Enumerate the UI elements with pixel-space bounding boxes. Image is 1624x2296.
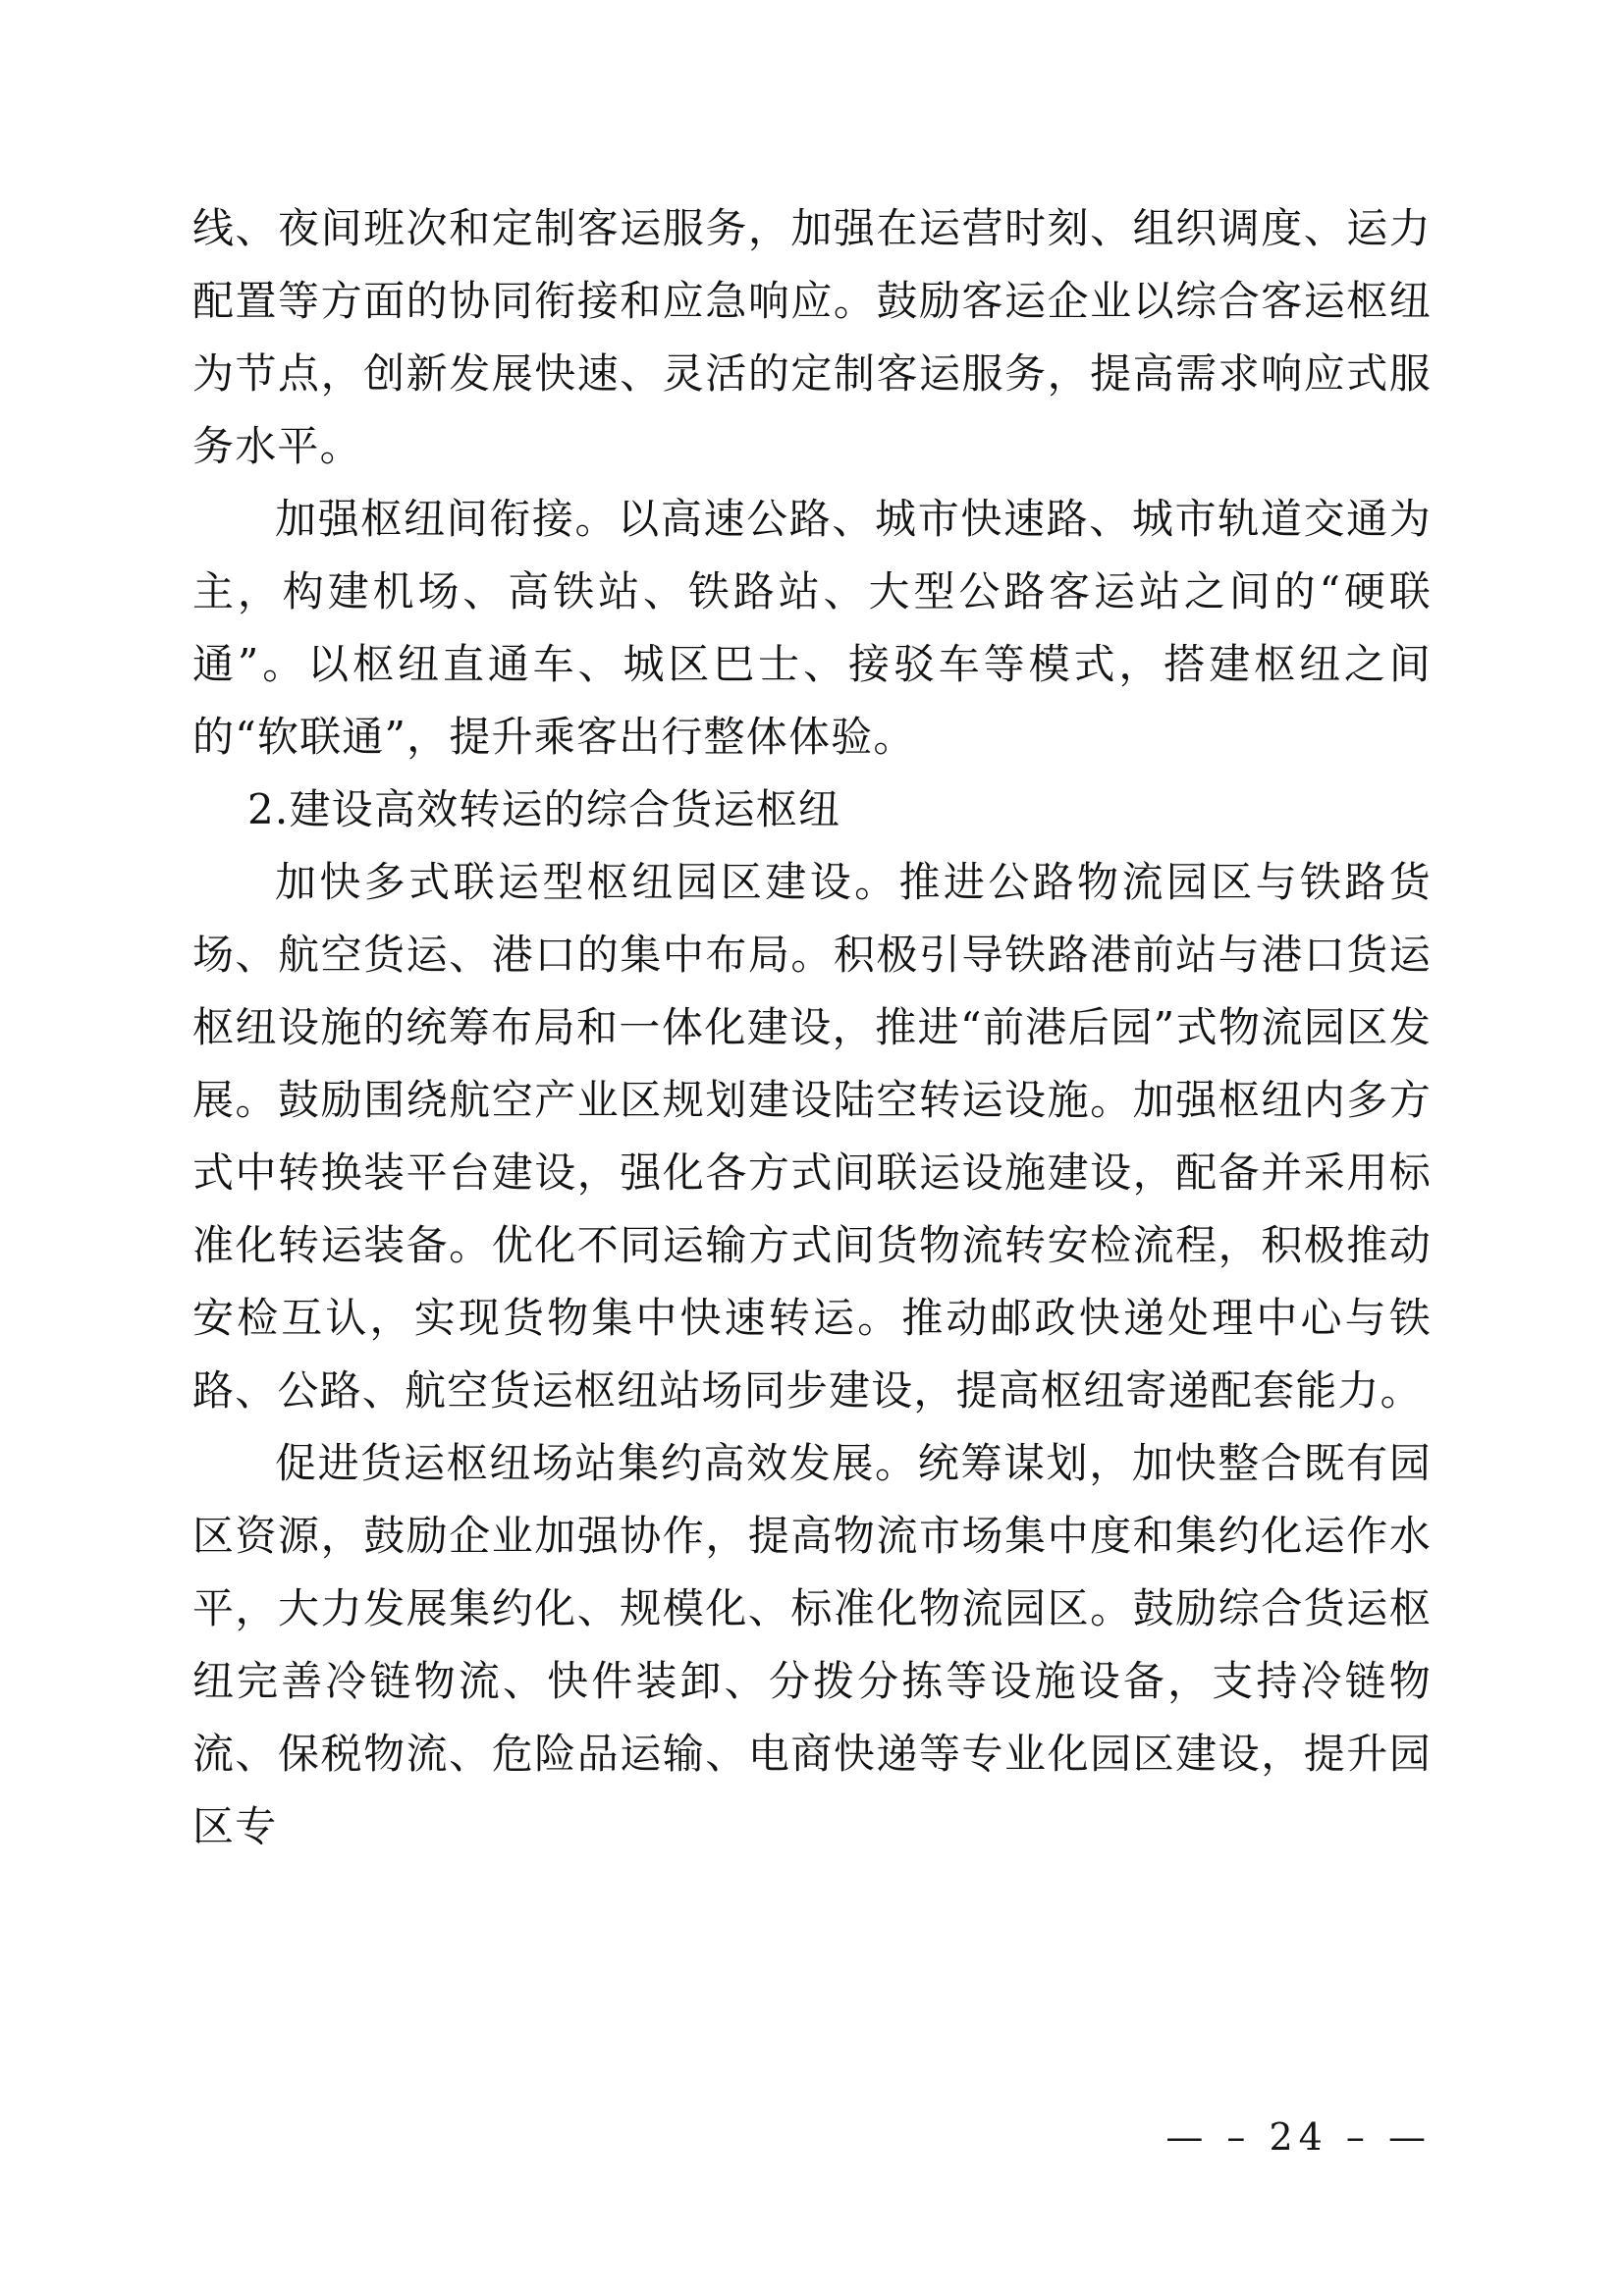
page-number: — – 24 – — [1165, 2115, 1432, 2159]
paragraph-hub-connection: 加强枢纽间衔接。以高速公路、城市快速路、城市轨道交通为主，构建机场、高铁站、铁路站、大型公路客运站之间的“硬联通”。以枢纽直通车、城区巴士、接驳车等模式，搭建枢纽之间的“软联通”，提升乘客出行整体体验。 [192, 495, 1432, 761]
paragraph-freight-station-development: 促进货运枢纽场站集约高效发展。统筹谋划，加快整合既有园区资源，鼓励企业加强协作，提高物流市场集中度和集约化运作水平，大力发展集约化、规模化、标准化物流园区。鼓励综合货运枢纽完善冷链物流、快件装卸、分拨分拣等设施设备，支持冷链物流、保税物流、危险品运输、电商快递等专业化园区建设，提升园区专 [192, 1439, 1432, 1850]
paragraph-continuation-passenger-service: 线、夜间班次和定制客运服务，加强在运营时刻、组织调度、运力配置等方面的协同衔接和应急响应。鼓励客运企业以综合客运枢纽为节点，创新发展快速、灵活的定制客运服务，提高需求响应式服务水平。 [192, 204, 1432, 470]
document-body [192, 192, 1432, 1863]
paragraph-multimodal-park: 加快多式联运型枢纽园区建设。推进公路物流园区与铁路货场、航空货运、港口的集中布局。积极引导铁路港前站与港口货运枢纽设施的统筹布局和一体化建设，推进“前港后园”式物流园区发展。鼓励围绕航空产业区规划建设陆空转运设施。加强枢纽内多方式中转换装平台建设，强化各方式间联运设施建设，配备并采用标准化转运装备。优化不同运输方式间货物流转安检流程，积极推动安检互认，实现货物集中快速转运。推动邮政快递处理中心与铁路、公路、航空货运枢纽站场同步建设，提高枢纽寄递配套能力。 [192, 858, 1432, 1415]
section-heading-freight-hub: 2.建设高效转运的综合货运枢纽 [247, 785, 841, 833]
